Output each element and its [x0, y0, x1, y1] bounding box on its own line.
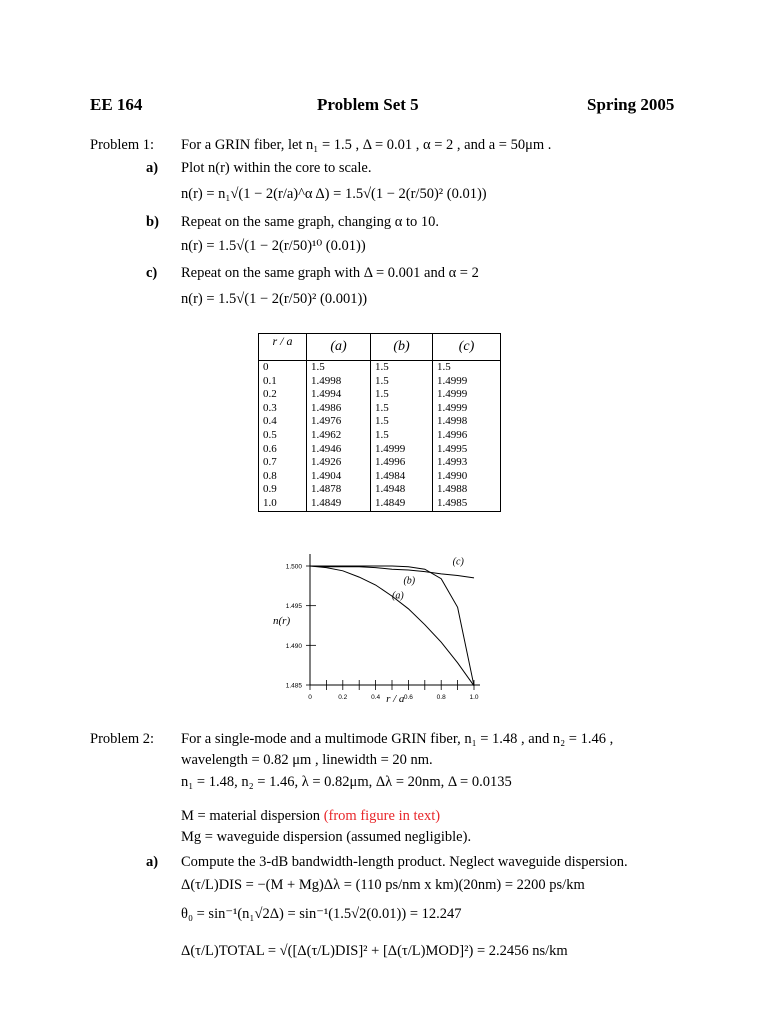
table-cell: 1.4985 [433, 497, 501, 511]
table-cell: 1.4994 [307, 388, 371, 402]
problem-2-label: Problem 2: [90, 731, 155, 747]
y-tick-label: 1.495 [285, 603, 302, 611]
part-a-text: Plot n(r) within the core to scale. [181, 160, 372, 176]
problem-2-params: n₁ = 1.48, n₂ = 1.46, λ = 0.82μm, Δλ = 20nm, Δ = 0.0135 [181, 774, 512, 790]
table-cell: 0.7 [259, 456, 307, 470]
table-row [259, 429, 501, 443]
table-row [259, 456, 501, 470]
part-c-text: Repeat on the same graph with Δ = 0.001 and α = 2 [181, 265, 479, 281]
course-code: EE 164 [90, 95, 143, 114]
table-cell: 1.4996 [433, 429, 501, 443]
problem-2-intro-line1: For a single-mode and a multimode GRIN fiber, n₁ = 1.48 , and n₂ = 1.46 , [181, 731, 614, 747]
problem-2-intro-line2: wavelength = 0.82 μm , linewidth = 20 nm. [181, 752, 433, 768]
table-cell: 1.4999 [433, 388, 501, 402]
dispersion-equation: Δ(τ/L)DIS = −(M + Mg)Δλ = (110 ps/nm x km)(20nm) = 2200 ps/km [181, 877, 585, 893]
series-label: (a) [392, 590, 404, 602]
table-cell: 1.4962 [307, 429, 371, 443]
table-cell: 1.4904 [307, 470, 371, 484]
series-label: (c) [452, 556, 464, 568]
table-cell: 0.4 [259, 415, 307, 429]
table-cell: 1.4946 [307, 443, 371, 457]
table-cell: 1.4999 [371, 443, 433, 457]
table-cell: 1.4986 [307, 402, 371, 416]
table-cell: 0.6 [259, 443, 307, 457]
problem-1-intro: For a GRIN fiber, let n₁ = 1.5 , Δ = 0.01 , α = 2 , and a = 50μm . [181, 137, 552, 153]
part-c-equation: n(r) = 1.5√(1 − 2(r/50)² (0.001)) [181, 291, 368, 307]
table-cell: 1.5 [371, 361, 433, 375]
table-row [259, 388, 501, 402]
index-table [258, 333, 501, 512]
series-line [310, 566, 474, 578]
part-c-label: c) [146, 265, 158, 281]
series-line [310, 566, 474, 686]
table-cell: 0.5 [259, 429, 307, 443]
table-cell: 0.2 [259, 388, 307, 402]
x-axis-label: r / a [386, 693, 405, 705]
table-cell: 1.5 [371, 388, 433, 402]
table-cell: 0.9 [259, 483, 307, 497]
table-cell: 0.1 [259, 375, 307, 389]
table-cell: 0.3 [259, 402, 307, 416]
y-tick-label: 1.485 [285, 682, 302, 690]
table-cell: 1.4849 [307, 497, 371, 511]
waveguide-dispersion-def: Mg = waveguide dispersion (assumed negligible). [181, 829, 472, 845]
table-cell: 0 [259, 361, 307, 375]
y-tick-label: 1.500 [285, 563, 302, 571]
series-label: (b) [403, 575, 416, 587]
table-header-ra: r / a [259, 334, 307, 361]
table-row [259, 415, 501, 429]
table-cell: 1.4993 [433, 456, 501, 470]
table-cell: 1.5 [371, 429, 433, 443]
table-header-a: (a) [307, 334, 371, 361]
part-a-label: a) [146, 160, 159, 176]
problem-1-label: Problem 1: [90, 137, 155, 153]
part-a-equation: n(r) = n₁√(1 − 2(r/a)^α Δ) = 1.5√(1 − 2(r/50)² (0.01)) [181, 186, 487, 202]
part-b-label: b) [146, 214, 159, 230]
y-axis-label: n(r) [273, 614, 291, 627]
table-row [259, 443, 501, 457]
y-tick-label: 1.490 [285, 642, 302, 650]
table-cell: 1.4849 [371, 497, 433, 511]
table-cell: 1.4996 [371, 456, 433, 470]
x-tick-label: 0.4 [371, 694, 381, 701]
acceptance-angle-equation: θ₀ = sin⁻¹(n₁√2Δ) = sin⁻¹(1.5√2(0.01)) = 12.247 [181, 906, 462, 922]
table-header-row [259, 334, 501, 361]
x-tick-label: 0.2 [338, 694, 348, 701]
x-tick-label: 0.6 [403, 694, 413, 701]
table-row [259, 361, 501, 375]
table-cell: 1.5 [371, 415, 433, 429]
table-cell: 1.4998 [307, 375, 371, 389]
table-cell: 0.8 [259, 470, 307, 484]
p2-part-a-label: a) [146, 854, 159, 870]
part-b-equation: n(r) = 1.5√(1 − 2(r/50)¹⁰ (0.01)) [181, 238, 366, 254]
table-cell: 1.5 [371, 402, 433, 416]
table-cell: 1.4999 [433, 375, 501, 389]
table-cell: 1.4999 [433, 402, 501, 416]
table-cell: 1.4926 [307, 456, 371, 470]
table-row [259, 497, 501, 511]
material-dispersion-def [181, 808, 440, 825]
table-cell: 1.4995 [433, 443, 501, 457]
table-cell: 1.0 [259, 497, 307, 511]
total-dispersion-equation: Δ(τ/L)TOTAL = √([Δ(τ/L)DIS]² + [Δ(τ/L)MOD]²) = 2.2456 ns/km [181, 943, 568, 959]
table-cell: 1.4948 [371, 483, 433, 497]
table-cell: 1.5 [433, 361, 501, 375]
table-cell: 1.5 [307, 361, 371, 375]
p2-part-a-text: Compute the 3-dB bandwidth-length product. Neglect waveguide dispersion. [181, 854, 628, 870]
page-title: Problem Set 5 [317, 95, 419, 114]
table-cell: 1.4990 [433, 470, 501, 484]
index-profile-chart [260, 540, 500, 705]
material-dispersion-note: (from figure in text) [323, 808, 441, 824]
x-tick-label: 1.0 [469, 694, 479, 701]
x-tick-label: 0.8 [436, 694, 446, 701]
table-cell: 1.4998 [433, 415, 501, 429]
x-tick-label: 0 [308, 694, 312, 701]
table-row [259, 375, 501, 389]
table-cell: 1.4878 [307, 483, 371, 497]
table-row [259, 402, 501, 416]
material-dispersion-text: M = material dispersion [181, 808, 324, 824]
table-header-b: (b) [371, 334, 433, 361]
table-cell: 1.4976 [307, 415, 371, 429]
table-row [259, 483, 501, 497]
table-cell: 1.4984 [371, 470, 433, 484]
table-header-c: (c) [433, 334, 501, 361]
series-line [310, 566, 474, 686]
table-cell: 1.5 [371, 375, 433, 389]
term-label: Spring 2005 [587, 95, 675, 114]
table-row [259, 470, 501, 484]
part-b-text: Repeat on the same graph, changing α to 10. [181, 214, 440, 230]
table-cell: 1.4988 [433, 483, 501, 497]
